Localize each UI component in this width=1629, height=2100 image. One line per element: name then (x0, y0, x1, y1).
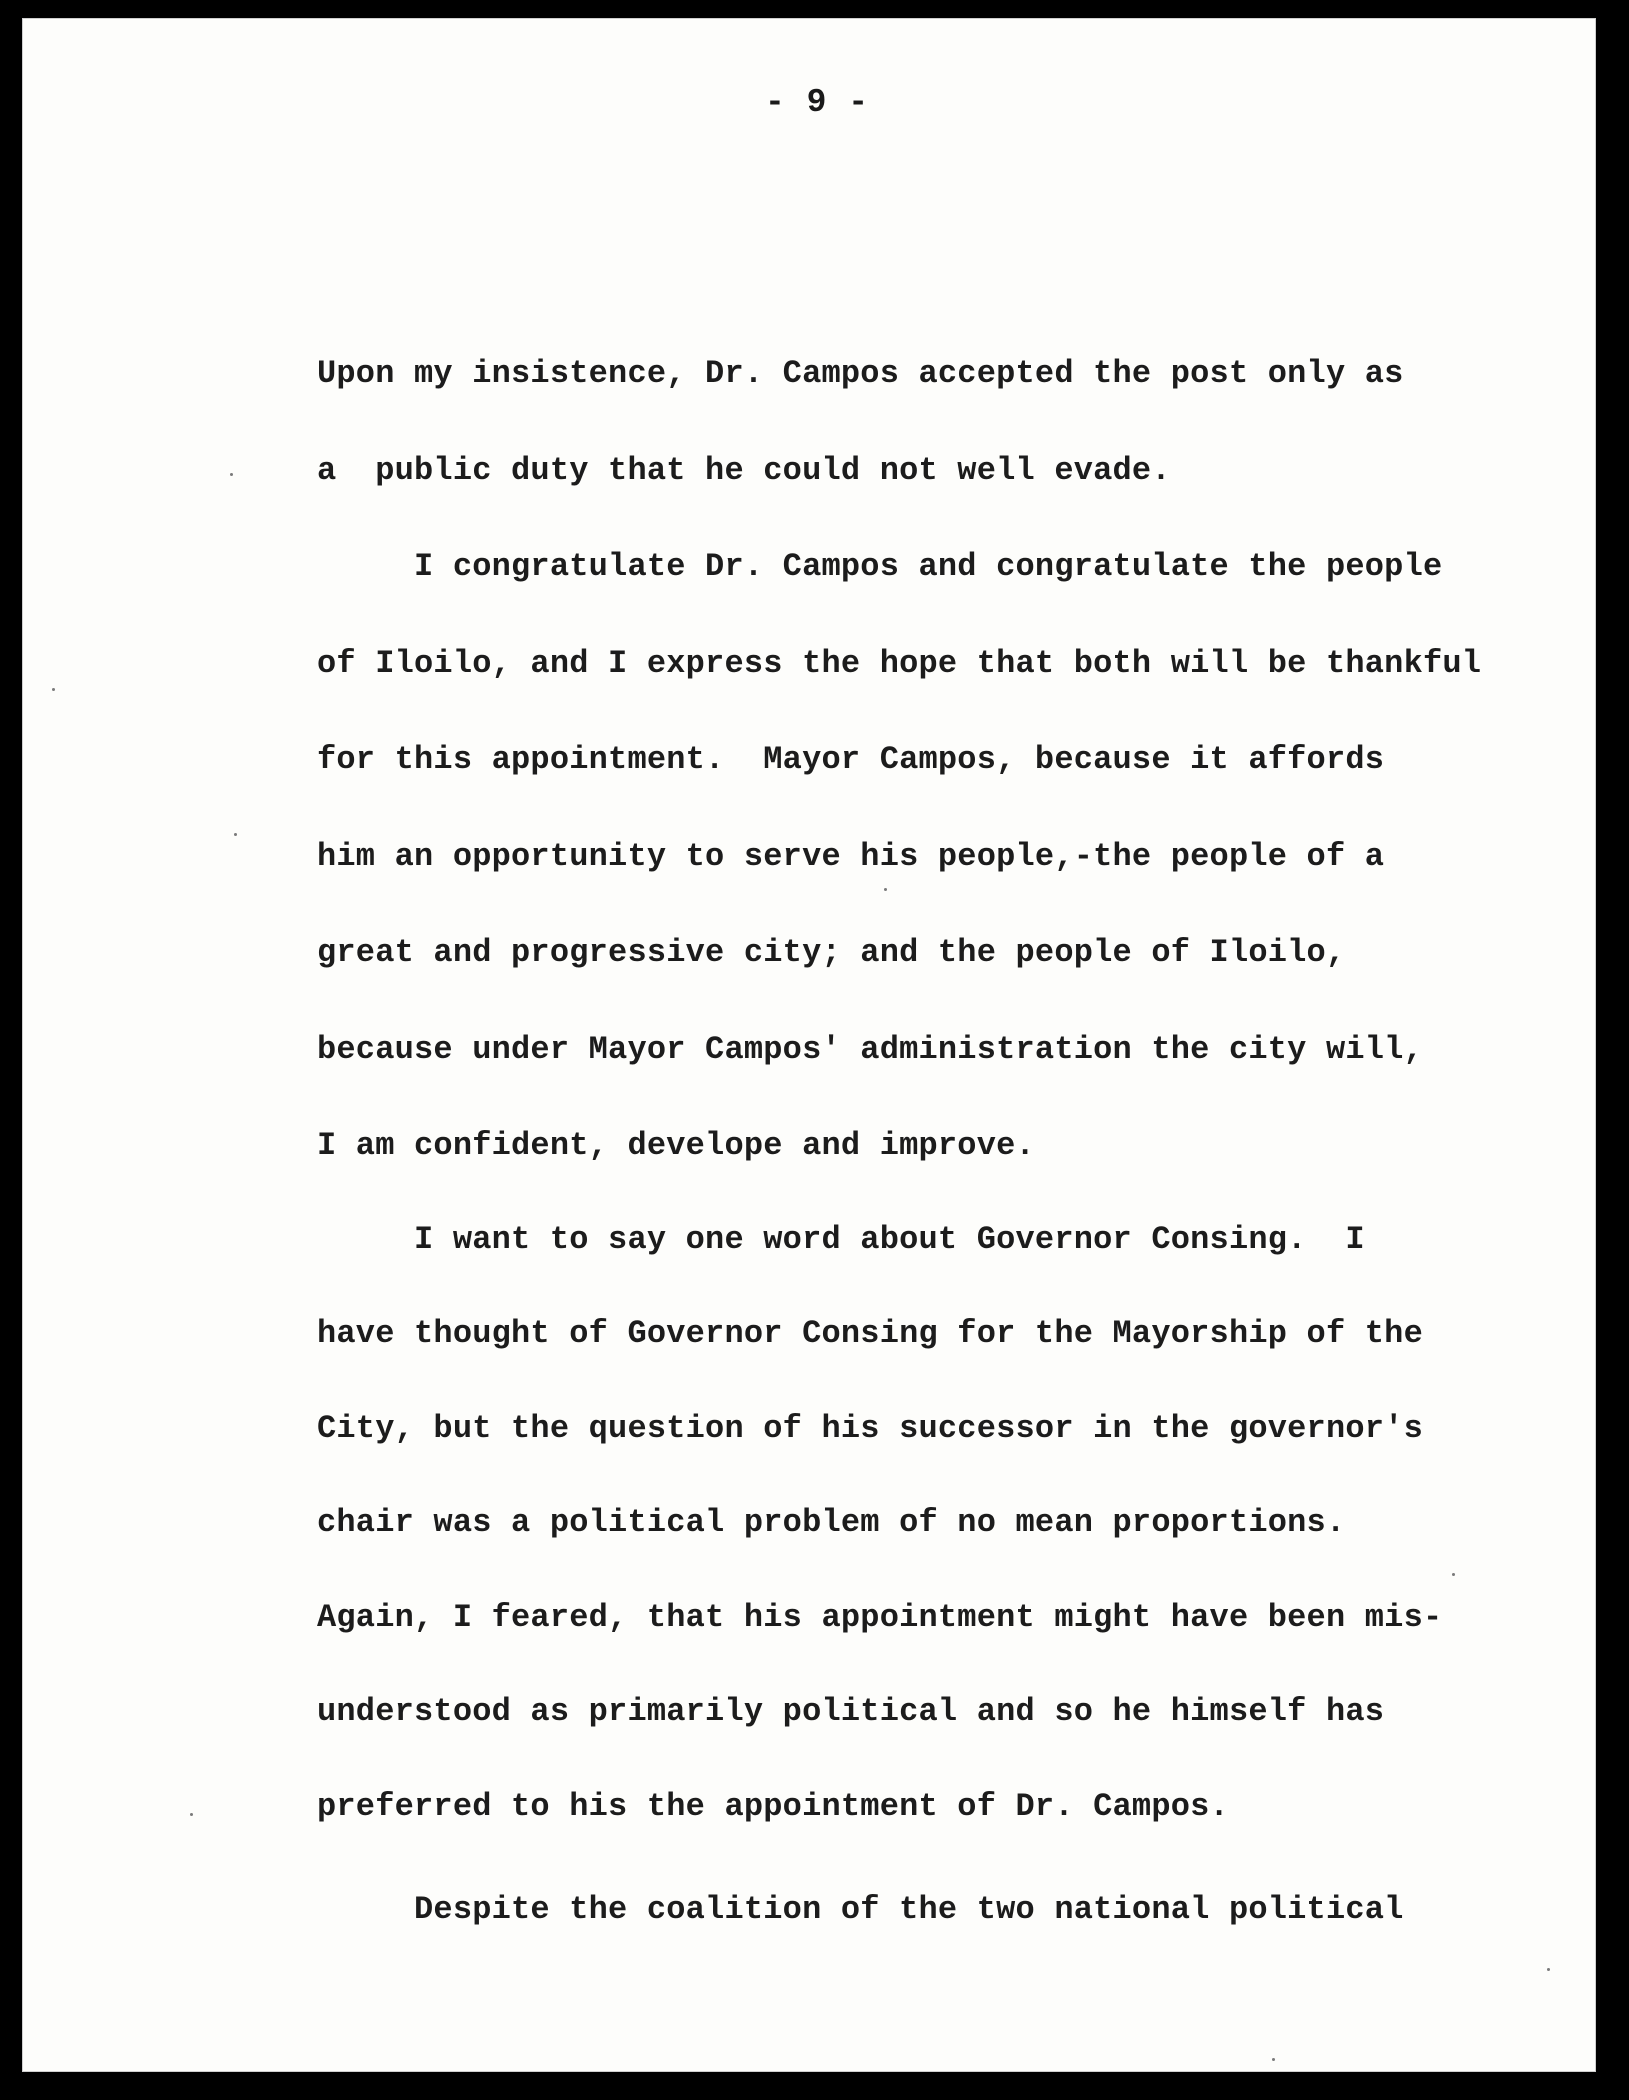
text-line-16: preferred to his the appointment of Dr. Campos. (317, 1788, 1229, 1825)
text-line-4: of Iloilo, and I express the hope that both will be thankful (317, 645, 1482, 682)
scan-speck (1452, 1573, 1455, 1576)
page-number: - 9 - (764, 84, 870, 121)
scan-speck (1272, 2058, 1275, 2061)
text-line-10: I want to say one word about Governor Consing. I (317, 1221, 1365, 1258)
text-line-3: I congratulate Dr. Campos and congratulate the people (317, 548, 1443, 585)
text-line-17: Despite the coalition of the two national political (317, 1891, 1404, 1928)
text-line-2: a public duty that he could not well evade. (317, 452, 1171, 489)
text-line-7: great and progressive city; and the people of Iloilo, (317, 934, 1346, 971)
text-line-9: I am confident, develope and improve. (317, 1127, 1035, 1164)
text-line-11: have thought of Governor Consing for the Mayorship of the (317, 1315, 1423, 1352)
text-line-6: him an opportunity to serve his people,-the people of a (317, 838, 1385, 875)
text-line-14: Again, I feared, that his appointment might have been mis- (317, 1599, 1443, 1636)
text-line-13: chair was a political problem of no mean proportions. (317, 1504, 1346, 1541)
scan-speck (1547, 1968, 1550, 1971)
text-line-15: understood as primarily political and so he himself has (317, 1693, 1385, 1730)
document-page (22, 18, 1596, 2072)
scan-speck (52, 688, 55, 691)
scan-speck (234, 833, 237, 836)
text-line-1: Upon my insistence, Dr. Campos accepted the post only as (317, 355, 1404, 392)
text-line-5: for this appointment. Mayor Campos, because it affords (317, 741, 1385, 778)
scan-speck (884, 888, 887, 891)
text-line-12: City, but the question of his successor in the governor's (317, 1410, 1423, 1447)
text-line-8: because under Mayor Campos' administration the city will, (317, 1031, 1423, 1068)
scan-speck (190, 1813, 193, 1816)
scan-speck (230, 473, 233, 476)
